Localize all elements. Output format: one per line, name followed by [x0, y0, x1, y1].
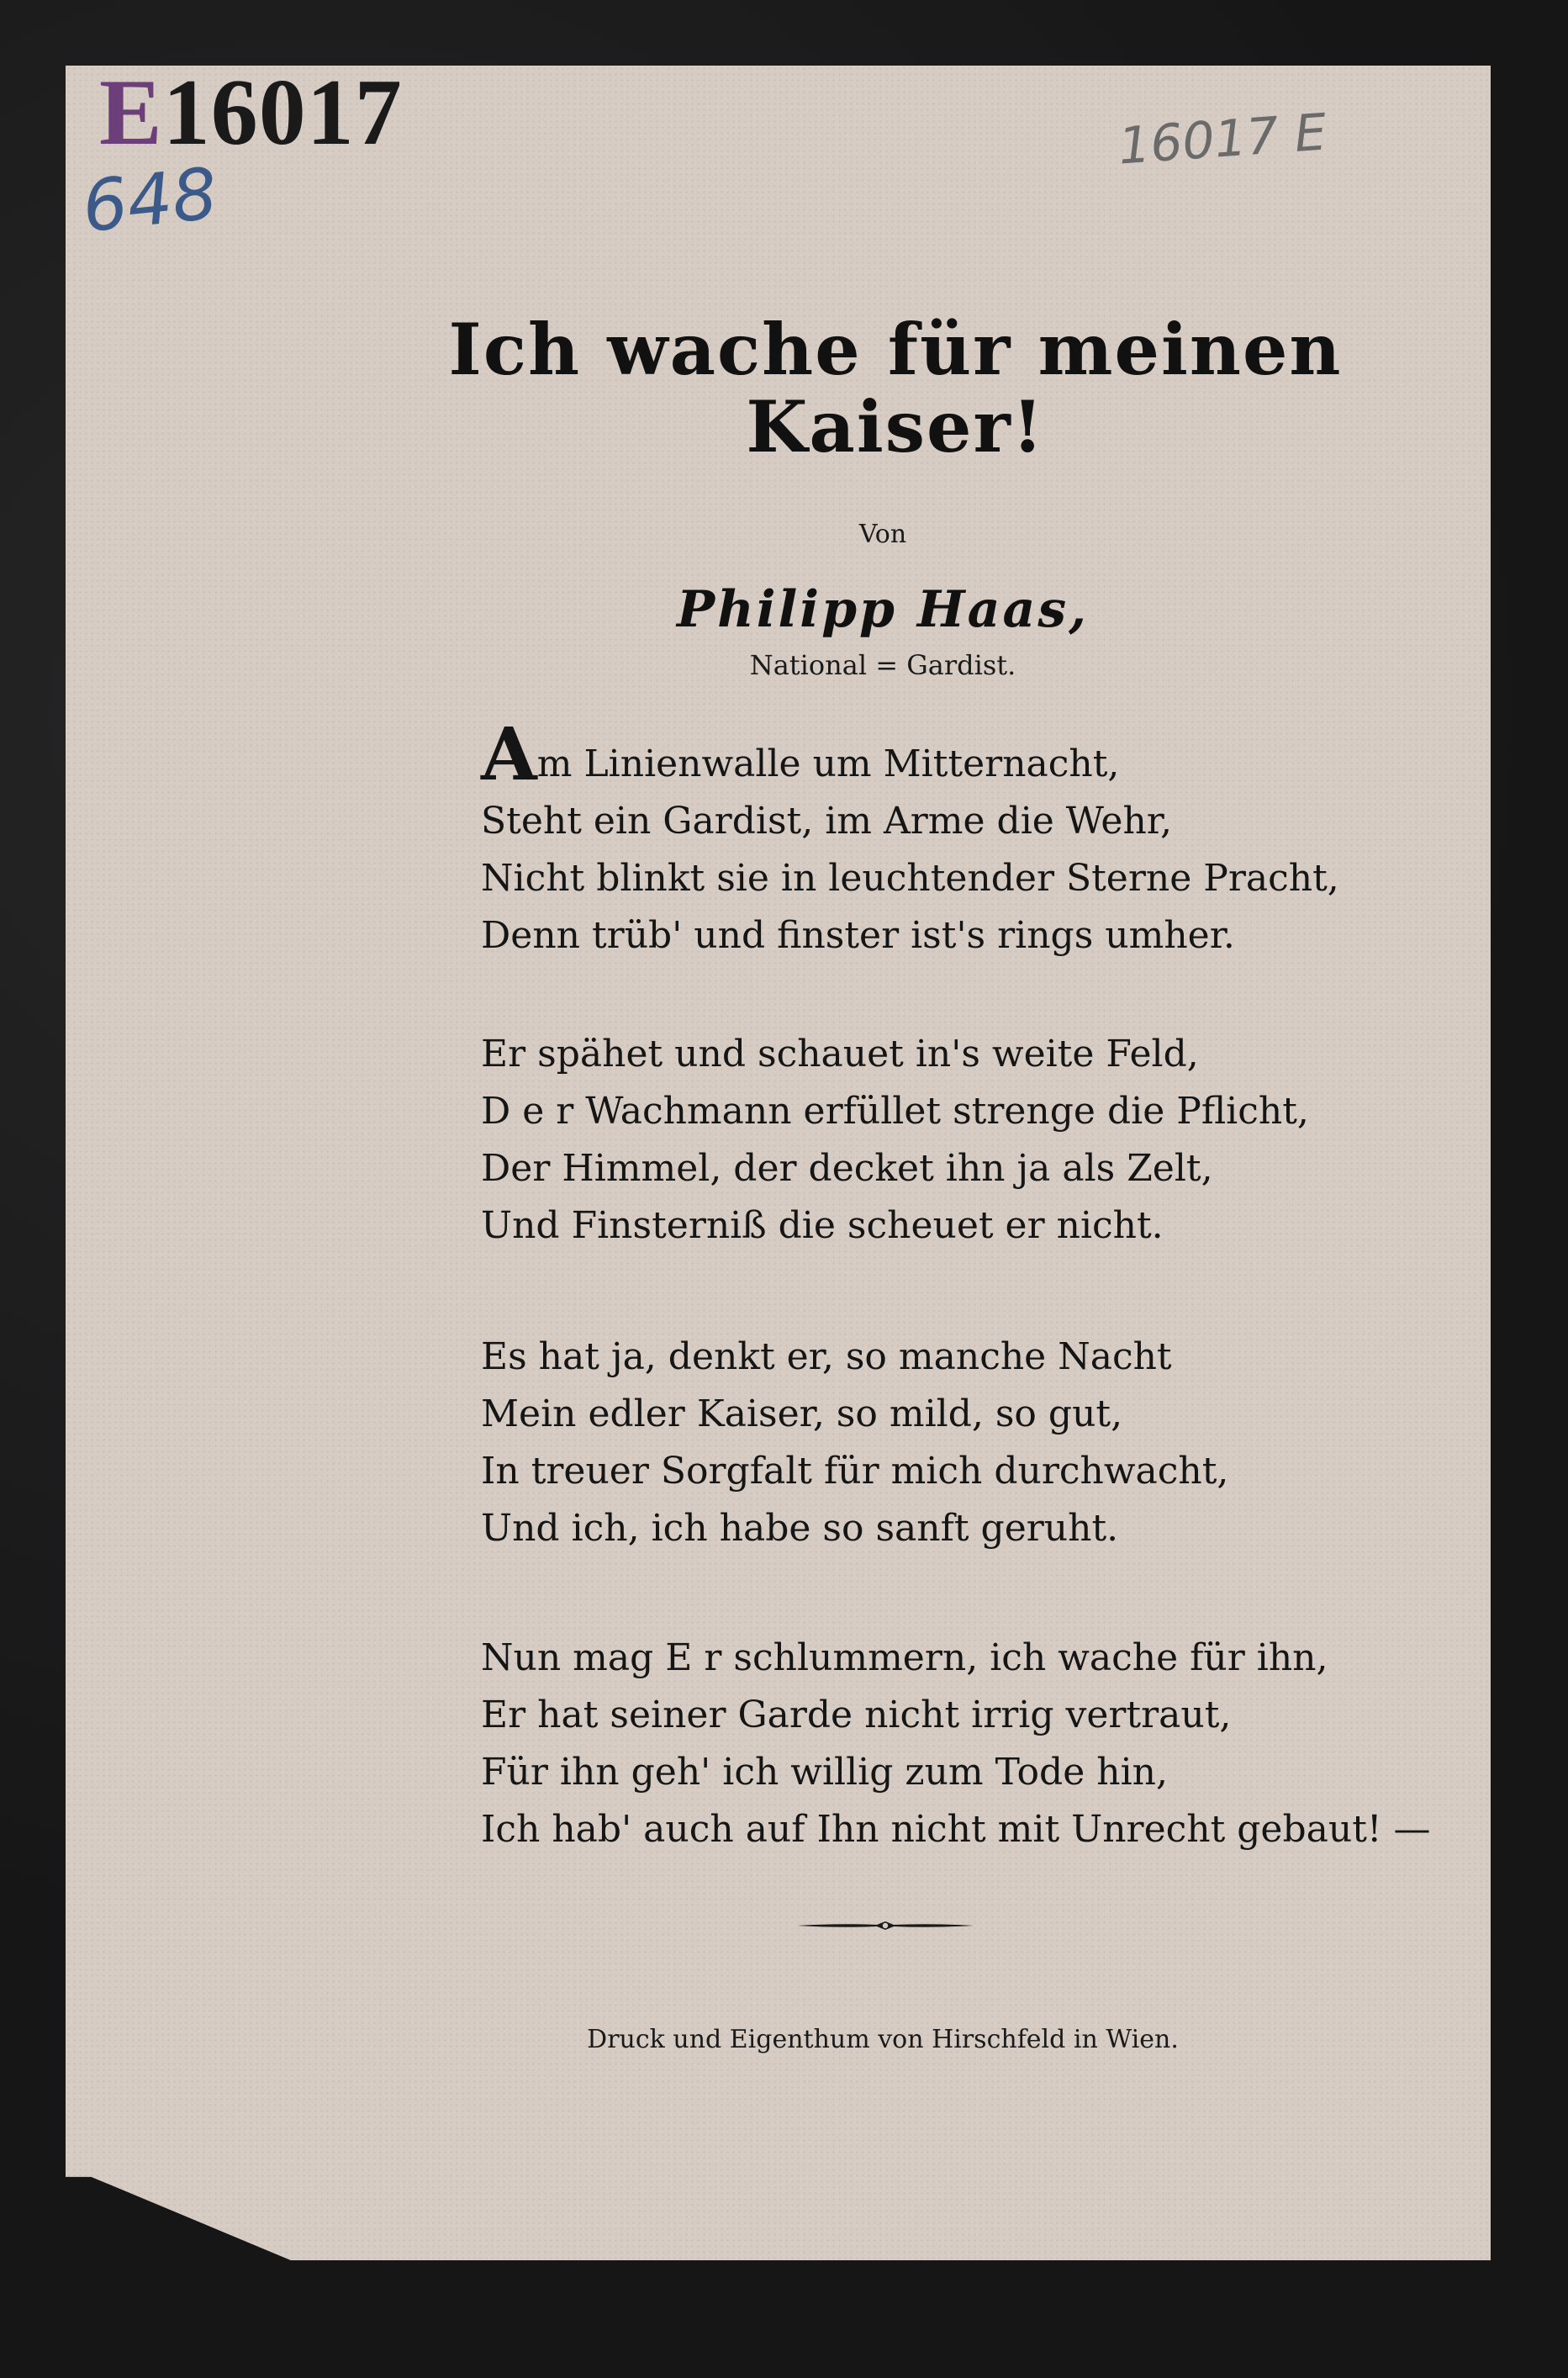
stamp-number: 16017	[162, 61, 403, 165]
stanza-4-line-4: Ich hab' auch auf Ihn nicht mit Unrecht gebaut! —	[481, 1808, 1431, 1851]
title-line-1: Ich wache für meinen	[448, 308, 1343, 391]
stanza-4	[481, 1630, 1431, 1858]
title-line-2: Kaiser!	[746, 385, 1045, 469]
stanza-3-line-1: Es hat ja, denkt er, so manche Nacht	[481, 1335, 1172, 1378]
stamp-prefix: E	[99, 61, 163, 165]
poem-title	[437, 308, 1354, 469]
stanza-4-line-3: Für ihn geh' ich willig zum Tode hin,	[481, 1751, 1168, 1794]
stanza-1-line-4: Denn trüb' und finster ist's rings umher.	[481, 914, 1235, 957]
stanza-3-line-4: Und ich, ich habe so sanft geruht.	[481, 1507, 1119, 1550]
stanza-3-line-3: In treuer Sorgfalt für mich durchwacht,	[481, 1450, 1229, 1493]
archive-stamp	[99, 61, 403, 165]
stanza-1-line-1-text: m Linienwalle um Mitternacht,	[536, 742, 1120, 785]
author-name: Philipp Haas,	[676, 580, 1090, 639]
author-rank: National = Gardist.	[749, 649, 1016, 681]
stanza-3	[481, 1329, 1372, 1557]
stanza-2	[481, 1026, 1372, 1255]
byline-von: Von	[858, 520, 907, 549]
drop-cap: A	[481, 712, 537, 797]
stanza-2-line-4: Und Finsterniß die scheuet er nicht.	[481, 1204, 1164, 1247]
stanza-2-line-1: Er spähet und schauet in's weite Feld,	[481, 1033, 1199, 1075]
handwritten-reference: 16017 E	[1116, 103, 1328, 177]
stanza-2-line-2: D e r Wachmann erfüllet strenge die Pflicht,	[481, 1090, 1309, 1133]
stanza-1-line-2: Steht ein Gardist, im Arme die Wehr,	[481, 800, 1172, 843]
divider-ornament	[797, 1917, 974, 1934]
stanza-4-line-1: Nun mag E r schlummern, ich wache für ihn,	[481, 1636, 1328, 1679]
stanza-1-line-3: Nicht blinkt sie in leuchtender Sterne Pracht,	[481, 857, 1339, 900]
stanza-1	[481, 712, 1372, 964]
stanza-1-line-1	[481, 712, 1372, 797]
stanza-4-line-2: Er hat seiner Garde nicht irrig vertraut,	[481, 1694, 1232, 1736]
stanza-2-line-3: Der Himmel, der decket ihn ja als Zelt,	[481, 1147, 1213, 1190]
pencil-annotation: 648	[78, 151, 222, 249]
printer-imprint: Druck und Eigenthum von Hirschfeld in Wien.	[587, 2025, 1179, 2054]
stanza-3-line-2: Mein edler Kaiser, so mild, so gut,	[481, 1392, 1123, 1435]
